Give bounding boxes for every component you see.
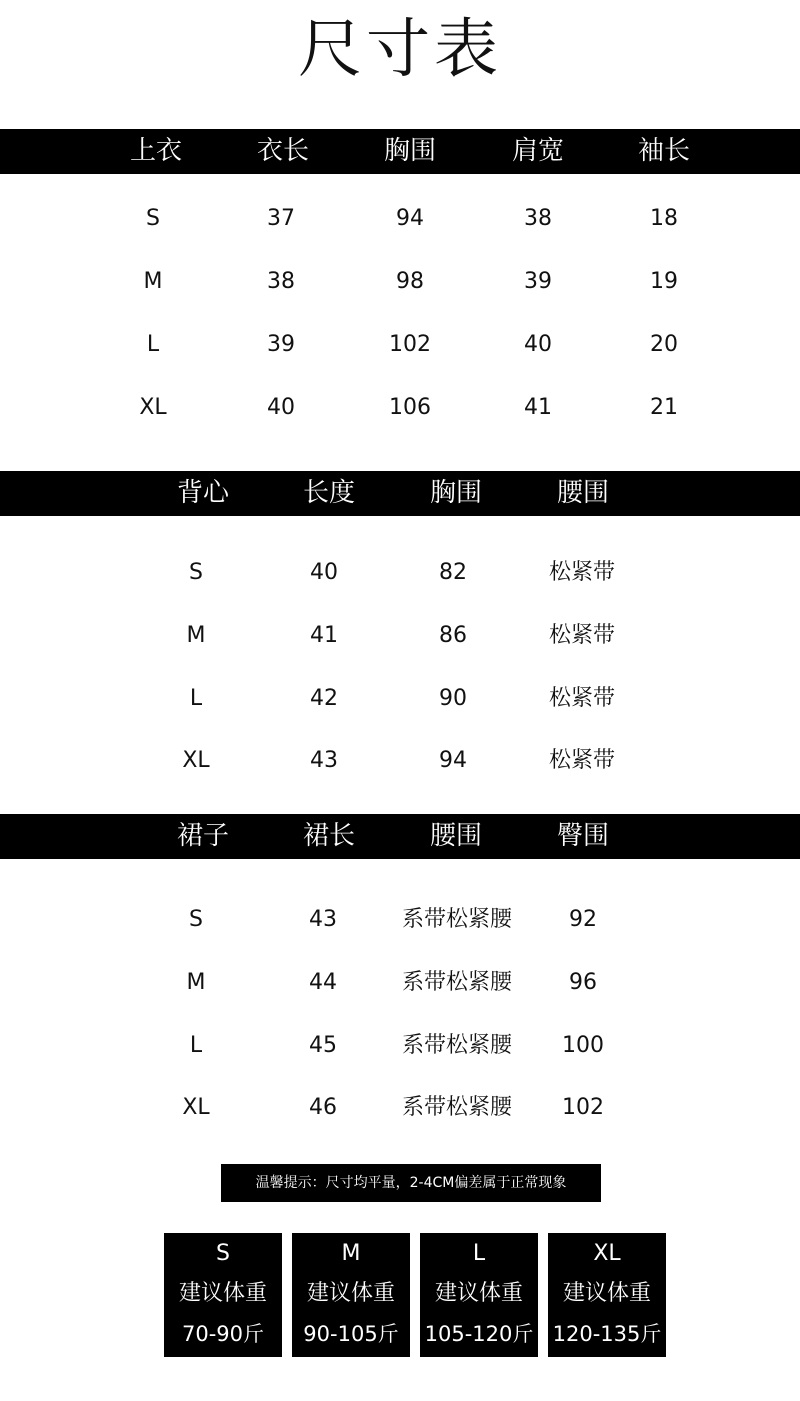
table-cell: 46 <box>309 1095 337 1120</box>
table-cell: 38 <box>524 206 552 231</box>
table-row <box>0 963 800 1003</box>
table-cell: S <box>146 206 160 231</box>
header-cell: 胸围 <box>383 136 436 166</box>
weight-size: M <box>341 1241 361 1266</box>
table-cell: 系带松紧腰 <box>401 907 512 932</box>
header-cell: 衣长 <box>256 136 309 166</box>
measurement-tip: 温馨提示：尺寸均平量，2-4CM偏差属于正常现象 <box>221 1164 601 1202</box>
header-cell: 肩宽 <box>511 136 564 166</box>
table-cell: 45 <box>309 1033 337 1058</box>
header-cell: 胸围 <box>429 478 482 508</box>
header-cell: 背心 <box>176 478 229 508</box>
weight-size: S <box>216 1241 230 1266</box>
table-cell: 106 <box>389 395 431 420</box>
table-cell: 41 <box>310 623 338 648</box>
table-cell: 松紧带 <box>548 560 615 585</box>
table-cell: 系带松紧腰 <box>401 970 512 995</box>
weight-box-m <box>292 1233 410 1357</box>
table-cell: M <box>186 970 206 995</box>
table-cell: 102 <box>389 332 431 357</box>
table-cell: 90 <box>439 686 467 711</box>
table-cell: L <box>189 1033 203 1058</box>
table-cell: 20 <box>650 332 678 357</box>
table-row <box>0 1026 800 1066</box>
weight-box-s <box>164 1233 282 1357</box>
table-cell: 100 <box>562 1033 604 1058</box>
table-cell: 94 <box>396 206 424 231</box>
vest-table-header <box>0 471 800 516</box>
table-cell: 96 <box>569 970 597 995</box>
header-cell: 腰围 <box>429 821 482 851</box>
weight-box-xl <box>548 1233 666 1357</box>
table-row <box>0 616 800 656</box>
table-cell: L <box>146 332 160 357</box>
table-cell: 19 <box>650 269 678 294</box>
table-row <box>0 1088 800 1128</box>
table-cell: 43 <box>309 907 337 932</box>
table-cell: 松紧带 <box>548 686 615 711</box>
weight-size: L <box>472 1241 486 1266</box>
table-cell: 18 <box>650 206 678 231</box>
page-title: 尺寸表 <box>298 13 502 87</box>
table-cell: 21 <box>650 395 678 420</box>
table-cell: 102 <box>562 1095 604 1120</box>
table-cell: 86 <box>439 623 467 648</box>
weight-box-l <box>420 1233 538 1357</box>
table-cell: 40 <box>310 560 338 585</box>
weight-range: 70-90斤 <box>181 1322 265 1346</box>
weight-range: 90-105斤 <box>303 1322 399 1346</box>
weight-label: 建议体重 <box>306 1281 395 1306</box>
header-cell: 裙长 <box>302 821 355 851</box>
table-row <box>0 199 800 239</box>
table-cell: M <box>186 623 206 648</box>
top-table-header <box>0 129 800 174</box>
table-cell: 松紧带 <box>548 623 615 648</box>
table-row <box>0 553 800 593</box>
table-cell: 41 <box>524 395 552 420</box>
table-row <box>0 325 800 365</box>
table-cell: 94 <box>439 748 467 773</box>
table-cell: 40 <box>267 395 295 420</box>
table-cell: S <box>189 560 203 585</box>
weight-range: 120-135斤 <box>552 1322 662 1346</box>
weight-label: 建议体重 <box>178 1281 267 1306</box>
header-cell: 裙子 <box>176 821 229 851</box>
table-cell: 38 <box>267 269 295 294</box>
header-cell: 臀围 <box>556 821 609 851</box>
header-cell: 腰围 <box>556 478 609 508</box>
table-cell: 松紧带 <box>548 748 615 773</box>
table-row <box>0 679 800 719</box>
table-row <box>0 388 800 428</box>
table-cell: L <box>189 686 203 711</box>
header-cell: 长度 <box>302 478 355 508</box>
weight-size: XL <box>593 1241 621 1266</box>
table-cell: 82 <box>439 560 467 585</box>
table-row <box>0 900 800 940</box>
table-cell: 39 <box>267 332 295 357</box>
table-cell: 37 <box>267 206 295 231</box>
table-cell: 43 <box>310 748 338 773</box>
weight-label: 建议体重 <box>562 1281 651 1306</box>
table-cell: 92 <box>569 907 597 932</box>
table-cell: 系带松紧腰 <box>401 1033 512 1058</box>
weight-range: 105-120斤 <box>424 1322 534 1346</box>
skirt-table-header <box>0 814 800 859</box>
header-cell: 袖长 <box>637 136 690 166</box>
table-cell: 44 <box>309 970 337 995</box>
table-row <box>0 262 800 302</box>
weight-label: 建议体重 <box>434 1281 523 1306</box>
table-cell: 98 <box>396 269 424 294</box>
table-cell: 系带松紧腰 <box>401 1095 512 1120</box>
table-row <box>0 741 800 781</box>
header-cell: 上衣 <box>129 136 182 166</box>
table-cell: XL <box>139 395 167 420</box>
table-cell: XL <box>182 1095 210 1120</box>
table-cell: M <box>143 269 163 294</box>
table-cell: S <box>189 907 203 932</box>
table-cell: 42 <box>310 686 338 711</box>
table-cell: 40 <box>524 332 552 357</box>
table-cell: 39 <box>524 269 552 294</box>
table-cell: XL <box>182 748 210 773</box>
